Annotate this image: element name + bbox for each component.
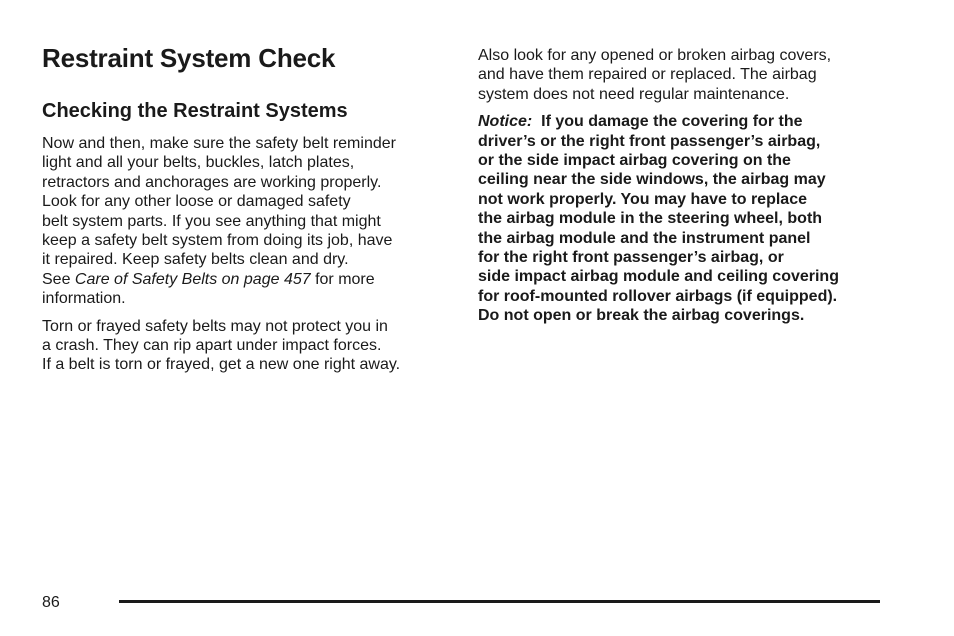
text-line: information. bbox=[42, 290, 126, 308]
text-line: Now and then, make sure the safety belt reminder bbox=[42, 135, 396, 152]
see-prefix: See bbox=[42, 270, 75, 288]
text-line: Also look for any opened or broken airbag covers, bbox=[478, 47, 832, 64]
page-number: 86 bbox=[42, 594, 60, 611]
notice-line: or the side impact airbag covering on the bbox=[478, 152, 791, 170]
inspection-paragraph bbox=[42, 134, 452, 309]
text-line: it repaired. Keep safety belts clean and dry. bbox=[42, 251, 349, 269]
footer-divider bbox=[119, 600, 880, 603]
text-line: Look for any other loose or damaged safety bbox=[42, 193, 351, 211]
text-line: retractors and anchorages are working properly. bbox=[42, 173, 382, 191]
cross-reference-link[interactable]: Care of Safety Belts on page 457 bbox=[74, 270, 311, 288]
text-line: system does not need regular maintenance. bbox=[478, 85, 790, 103]
text-line: a crash. They can rip apart under impact forces. bbox=[42, 337, 382, 355]
notice-line: driver’s or the right front passenger’s airbag, bbox=[478, 132, 821, 150]
notice-line: ceiling near the side windows, the airbag may bbox=[478, 171, 826, 189]
notice-label: Notice: bbox=[478, 113, 533, 131]
text-line: keep a safety belt system from doing its job, have bbox=[42, 232, 393, 250]
torn-belts-paragraph bbox=[42, 317, 452, 375]
notice-line: for the right front passenger’s airbag, or bbox=[478, 249, 784, 267]
notice-line: the airbag module in the steering wheel, both bbox=[478, 210, 823, 228]
notice-line: for roof-mounted rollover airbags (if equipped). bbox=[478, 287, 838, 305]
page-title: Restraint System Check bbox=[42, 43, 336, 73]
notice-line: side impact airbag module and ceiling covering bbox=[478, 268, 839, 286]
see-reference-line bbox=[42, 270, 452, 289]
notice-line: not work properly. You may have to replace bbox=[478, 190, 807, 208]
notice-paragraph bbox=[478, 112, 898, 325]
notice-line: the airbag module and the instrument panel bbox=[478, 229, 811, 247]
right-column bbox=[478, 46, 898, 326]
notice-text: If you damage the covering for the bbox=[541, 113, 803, 131]
text-line: belt system parts. If you see anything that might bbox=[42, 212, 381, 230]
text-line: and have them repaired or replaced. The airbag bbox=[478, 66, 817, 84]
notice-first-line bbox=[478, 112, 898, 131]
text-line: Torn or frayed safety belts may not protect you in bbox=[42, 317, 388, 335]
airbag-covers-paragraph bbox=[478, 46, 898, 104]
text-line: light and all your belts, buckles, latch plates, bbox=[42, 154, 355, 172]
notice-line: Do not open or break the airbag coverings. bbox=[478, 307, 805, 325]
see-suffix: for more bbox=[310, 270, 375, 288]
text-line: If a belt is torn or frayed, get a new one right away. bbox=[42, 356, 401, 374]
left-column bbox=[42, 40, 452, 375]
section-heading: Checking the Restraint Systems bbox=[42, 100, 348, 122]
